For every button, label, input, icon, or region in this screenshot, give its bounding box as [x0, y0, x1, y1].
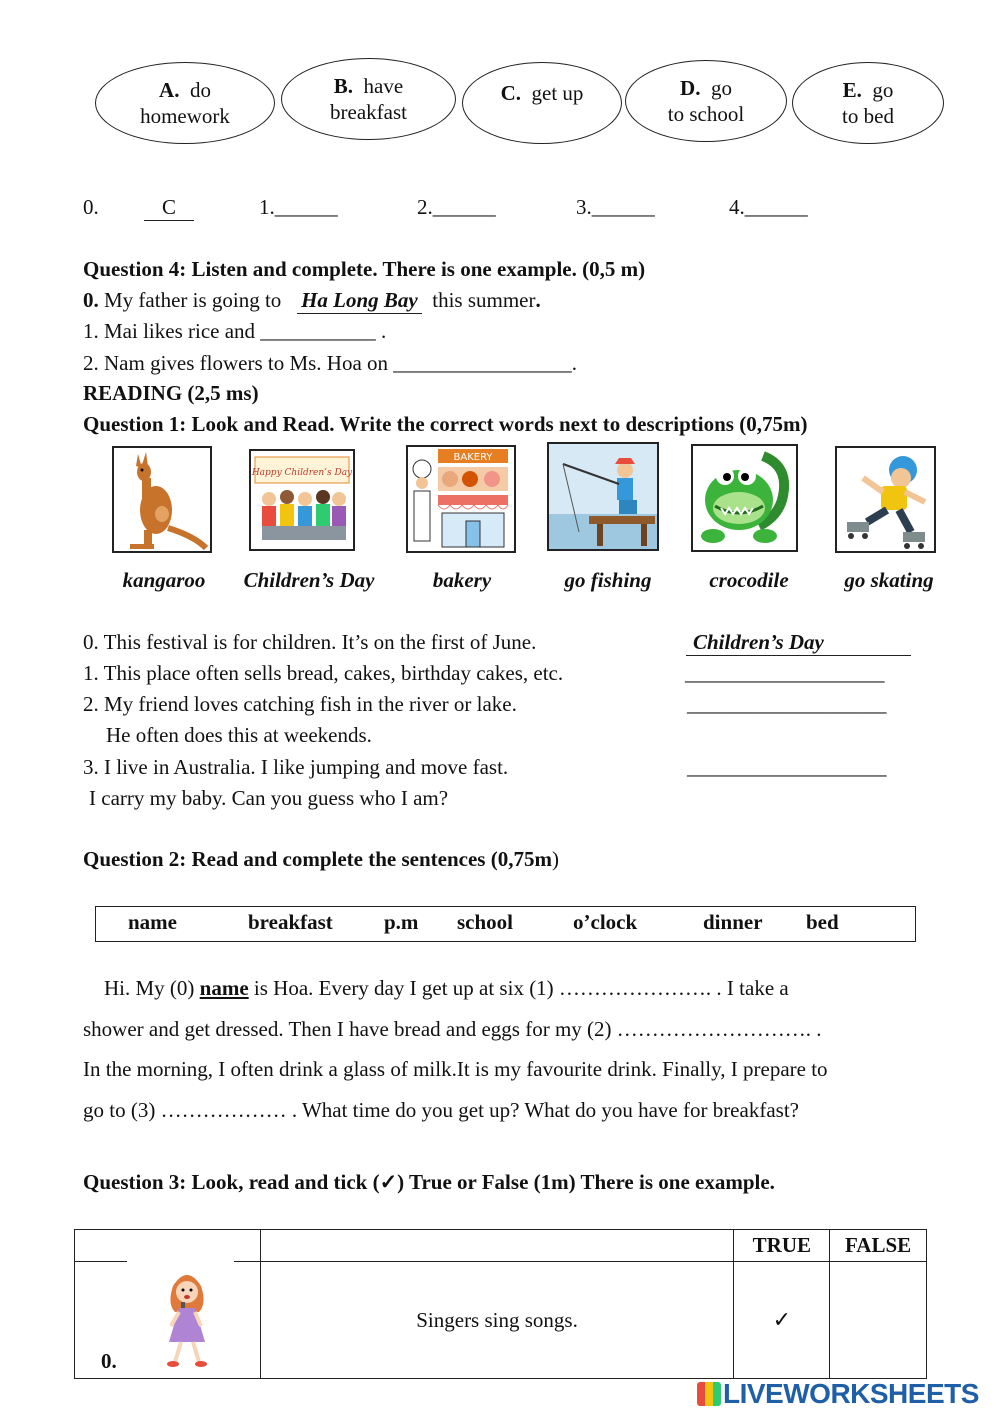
passage-example-answer: name — [199, 976, 249, 1000]
word-dinner: dinner — [703, 910, 763, 934]
reading-question-2-title: Question 2: Read and complete the sentences (0,75m) — [83, 847, 559, 871]
go-fishing-icon — [549, 444, 657, 549]
word-pm: p.m — [384, 910, 419, 934]
word-breakfast: breakfast — [248, 910, 333, 934]
label-crocodile: crocodile — [709, 568, 789, 592]
q4-item-2[interactable]: 2. Nam gives flowers to Ms. Hoa on _________________. — [83, 351, 578, 375]
go-fishing-picture — [547, 442, 659, 551]
go-skating-icon — [837, 448, 934, 551]
childrens-day-icon — [251, 451, 353, 549]
answer-1-blank[interactable]: 1.______ — [259, 195, 338, 219]
answer-0-label: 0. — [83, 195, 99, 219]
reading-question-1-title: Question 1: Look and Read. Write the correct words next to descriptions (0,75m) — [83, 412, 808, 436]
option-oval-b: B. have breakfast — [281, 58, 456, 140]
q4-example-answer: Ha Long Bay — [297, 288, 422, 314]
rq1-item-2a: 2. My friend loves catching fish in the river or lake. — [83, 692, 517, 716]
answer-3-blank[interactable]: 3.______ — [576, 195, 655, 219]
row-0-true-cell[interactable]: ✓ — [734, 1262, 830, 1379]
passage-line-4: go to (3) ……………… . What time do you get up? What do you have for breakfast? — [83, 1098, 799, 1122]
rq1-item-3-blank[interactable]: ___________________ — [687, 755, 887, 779]
crocodile-picture — [691, 444, 798, 552]
question-4-title: Question 4: Listen and complete. There is one example. (0,5 m) — [83, 257, 646, 281]
singer-girl-icon — [157, 1268, 217, 1368]
header-empty-1 — [75, 1230, 261, 1262]
rq1-item-3b: I carry my baby. Can you guess who I am? — [89, 786, 449, 810]
word-oclock: o’clock — [573, 910, 638, 934]
answer-2-blank[interactable]: 2.______ — [417, 195, 496, 219]
rq1-item-1-blank[interactable]: ___________________ — [685, 661, 885, 685]
option-oval-d: D. go to school — [625, 60, 787, 142]
label-kangaroo: kangaroo — [122, 568, 206, 592]
bakery-icon — [408, 447, 514, 551]
row-0-number: 0. — [101, 1349, 117, 1373]
reading-question-3-title: Question 3: Look, read and tick (✓) True or False (1m) There is one example. — [83, 1170, 775, 1194]
liveworksheets-logo: LIVEWORKSHEETS — [697, 1378, 979, 1410]
option-oval-c: C. get up — [462, 62, 622, 144]
childrens-day-picture — [249, 449, 355, 551]
logo-icon — [697, 1382, 721, 1406]
row-0-statement: Singers sing songs. — [260, 1262, 734, 1379]
label-childrens-day: Children’s Day — [243, 568, 375, 592]
q4-item-1[interactable]: 1. Mai likes rice and ___________ . — [83, 319, 387, 343]
label-bakery: bakery — [432, 568, 492, 592]
label-go-fishing: go fishing — [564, 568, 652, 592]
passage-line-1: Hi. My (0) name is Hoa. Every day I get up at six (1) …………………. . I take a — [104, 976, 789, 1000]
word-name: name — [128, 910, 177, 934]
svg-text:Happy Children’s Day: Happy Children’s Day — [251, 468, 353, 478]
label-go-skating: go skating — [844, 568, 934, 592]
reading-title: READING (2,5 ms) — [83, 381, 259, 405]
word-school: school — [457, 910, 514, 934]
passage-line-2: shower and get dressed. Then I have bread and eggs for my (2) ………………………. . — [83, 1017, 822, 1041]
header-true: TRUE — [734, 1230, 830, 1262]
word-bed: bed — [806, 910, 839, 934]
rq1-item-2b: He often does this at weekends. — [106, 723, 372, 747]
kangaroo-icon — [114, 448, 210, 551]
header-empty-2 — [260, 1230, 734, 1262]
kangaroo-picture — [112, 446, 212, 553]
answer-0-value: C — [144, 195, 194, 221]
row-0-image-cell — [75, 1262, 261, 1379]
passage-line-3: In the morning, I often drink a glass of milk.It is my favourite drink. Finally, I prepare to — [83, 1057, 828, 1081]
rq1-item-3a: 3. I live in Australia. I like jumping and move fast. — [83, 755, 509, 779]
option-oval-a: A. do homework — [95, 62, 275, 144]
rq1-item-0-answer: Children’s Day — [686, 630, 911, 656]
row-0-false-cell[interactable] — [830, 1262, 927, 1379]
go-skating-picture — [835, 446, 936, 553]
bakery-picture — [406, 445, 516, 553]
header-false: FALSE — [830, 1230, 927, 1262]
crocodile-icon — [693, 446, 796, 550]
rq1-item-0: 0. This festival is for children. It’s on the first of June. — [83, 630, 537, 654]
true-false-table — [74, 1229, 927, 1379]
rq1-item-1: 1. This place often sells bread, cakes, birthday cakes, etc. — [83, 661, 564, 685]
word-box — [95, 906, 916, 942]
svg-text:BAKERY: BAKERY — [453, 452, 493, 463]
answer-4-blank[interactable]: 4.______ — [729, 195, 808, 219]
rq1-item-2-blank[interactable]: ___________________ — [687, 692, 887, 716]
option-oval-e: E. go to bed — [792, 62, 944, 144]
q4-example: 0. My father is going to Ha Long Bay this summer. — [83, 288, 541, 312]
